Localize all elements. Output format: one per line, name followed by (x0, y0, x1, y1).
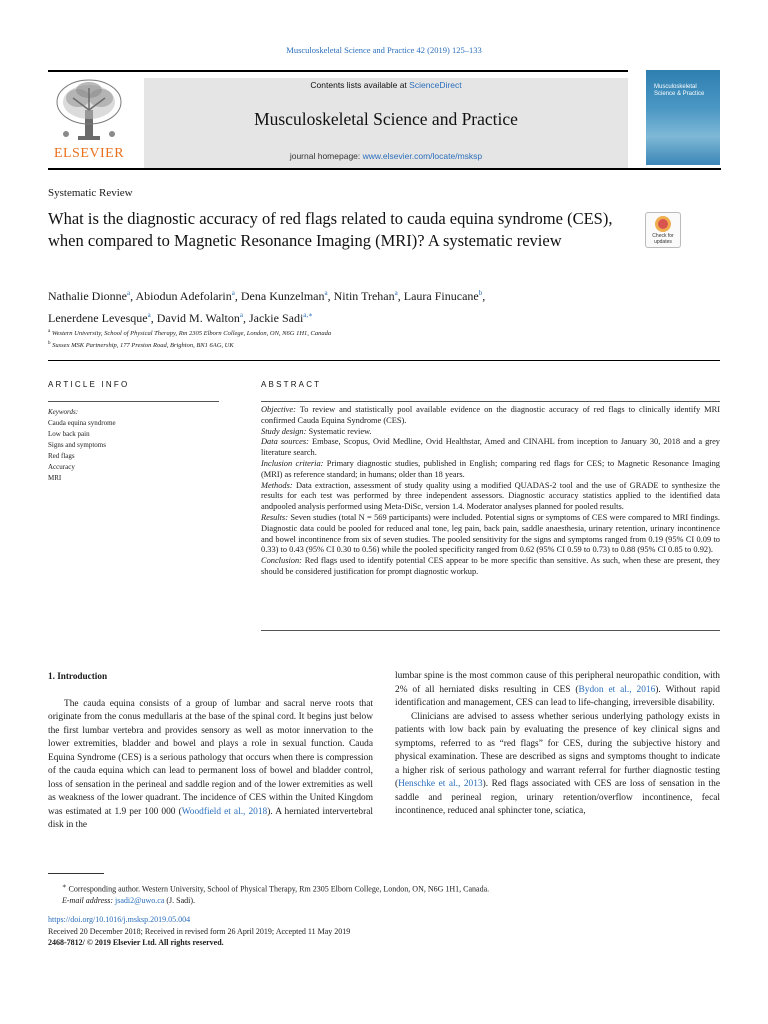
section-divider (48, 360, 720, 361)
homepage-line: journal homepage: www.elsevier.com/locate/msksp (289, 151, 483, 161)
sciencedirect-link[interactable]: ScienceDirect (409, 80, 462, 90)
email-link[interactable]: jsadi2@uwo.ca (115, 896, 165, 906)
article-type: Systematic Review (48, 187, 133, 199)
author[interactable]: Laura Finucane$^b$ (403, 289, 483, 303)
abstract-rule (261, 401, 720, 402)
affiliation: $^b$ Sussex MSK Partnership, 177 Preston Road, Brighton, BN1 6AG, UK (48, 341, 234, 350)
author[interactable]: Jackie Sadi$^{a,∗}$ (248, 311, 313, 325)
abstract-results: Results: Seven studies (total N = 569 participants) were included. Potential signs or symptoms of CES were compared to MRI findings. Diagnostic data could be pooled for reduced anal tone, leg pain, back pain, saddle anaesthesia, urinary retention, urinary incontinence and bowel incontinence from six of seven studies. The pooled sensitivity for the signs and symptoms ranged from 0.19 (95% CI 0.09 to 0.33) to 0.43 (95% CI 0.30 to 0.56) while the pooled specificity ranged from 0.62 (95% CI 0.59 to 0.73) to 0.88 (95% CI 0.85 to 0.92). (261, 512, 721, 555)
abstract-body (261, 405, 720, 578)
journal-name: Musculoskeletal Science and Practice (254, 109, 518, 129)
corresponding-author-footnote: ∗ Corresponding author. Western University, School of Physical Therapy, Rm 2305 Elborn College, London, ON, N6G 1H1, Canada. E-mail address: jsadi2@uwo.ca (J. Sadi). (62, 883, 490, 906)
citation-link[interactable]: Woodfield et al., 2018 (181, 806, 268, 817)
author[interactable]: Nathalie Dionne$^a$ (48, 289, 131, 303)
abstract-end-rule (261, 630, 720, 631)
footnote-rule (48, 873, 104, 874)
check-for-updates-badge[interactable] (645, 212, 681, 248)
elsevier-logo[interactable] (48, 76, 130, 168)
journal-cover-image[interactable] (646, 70, 720, 165)
abstract-inclusion-criteria: Inclusion criteria: Primary diagnostic studies, published in English; comparing red flags for CES; to Magnetic Resonance Imaging (MRI) as reference standard; in humans; older than 18 years. (261, 458, 720, 479)
citation-link[interactable]: Henschke et al., 2013 (398, 779, 483, 789)
check-updates-icon (655, 216, 671, 232)
keyword: Cauda equina syndrome (48, 419, 116, 427)
copyright: 2468-7812/ © 2019 Elsevier Ltd. All rights reserved. (48, 938, 224, 947)
keyword: Signs and symptoms (48, 441, 106, 449)
journal-banner (144, 78, 628, 168)
author[interactable]: Dena Kunzelman$^a$ (240, 289, 328, 303)
abstract-data-sources: Data sources: Embase, Scopus, Ovid Medline, Ovid Healthstar, Amed and CINAHL from inception to January 30, 2018 and a grey literature search. (261, 437, 720, 458)
doi-link[interactable]: https://doi.org/10.1016/j.msksp.2019.05.004 (48, 915, 191, 924)
abstract-heading: ABSTRACT (261, 380, 322, 389)
homepage-link[interactable]: www.elsevier.com/locate/msksp (362, 151, 483, 161)
article-info-rule (48, 401, 219, 402)
citation-link[interactable]: Bydon et al., 2016 (578, 684, 656, 695)
keyword: Low back pain (48, 430, 90, 438)
body-column-left (48, 670, 373, 833)
keywords-label: Keywords: (48, 408, 79, 416)
author[interactable]: Lenerdene Levesque$^a$ (48, 311, 151, 325)
keyword: Accuracy (48, 463, 75, 471)
abstract-methods: Methods: Data extraction, assessment of study quality using a modified QUADAS-2 tool and the use of GRADE to synthesize the results for each test was performed by three independent assessors. Diagnostic accuracy statistics applied to the identified data andpooled analysis performed using Meta-DiSc, version 1.4. Moderator analyses planned for pooled results. (261, 480, 720, 512)
abstract-conclusion: Conclusion: Red flags used to identify potential CES appear to be more specific than sensitive. As such, when these are present, they should be considered justification for prompt diagnostic workup. (261, 556, 720, 576)
contents-line: Contents lists available at ScienceDirect (310, 80, 462, 90)
publisher-name: ELSEVIER (53, 146, 125, 161)
paragraph: Clinicians are advised to assess whether serious underlying pathology exists in patients with low back pain by evaluating the presence of key clinical signs and symptoms, referred to as “red flags” for CES, during the subjective history and physical examination. These are described as signs and symptoms thought to indicate a higher risk of serious pathology and warrant referral for further diagnostic testing (Henschke et al., 2013). Red flags associated with CES are loss of sensation in the saddle and perineal region, urinary retention/overflow incontinence, fecal incontinence, reduced anal sphincter tone, sciatica, (395, 711, 721, 816)
tree-icon (48, 76, 130, 148)
affiliation: $^a$ Western University, School of Physical Therapy, Rm 2305 Elborn College, London, ON, N6G 1H1, Canada (48, 329, 332, 338)
article-title: What is the diagnostic accuracy of red flags related to cauda equina syndrome (CES), when compared to Magnetic Resonance Imaging (MRI)? A systematic review (48, 209, 613, 250)
author[interactable]: Abiodun Adefolarin$^a$ (135, 289, 235, 303)
author-list: Nathalie Dionne$^a$, Abiodun Adefolarin$^a$, Dena Kunzelman$^a$, Nitin Trehan$^a$, Laura Finucane$^b$, Lenerdene Levesque$^a$, David M. Walton$^a$, Jackie Sadi$^{a,∗}$ (48, 289, 486, 325)
journal-header (48, 70, 721, 170)
abstract-study-design: Study design: Systematic review. (261, 426, 372, 436)
keywords-block (48, 407, 116, 484)
received-dates: Received 20 December 2018; Received in revised form 26 April 2019; Accepted 11 May 2019 (48, 926, 351, 936)
article-info-heading: ARTICLE INFO (48, 380, 130, 389)
article-meta-footer (48, 914, 350, 949)
abstract-objective: Objective: To review and statistically pool available evidence on the diagnostic accuracy of red flags to clinically identify MRI confirmed Cauda Equina Syndrome (CES). (261, 405, 721, 425)
journal-reference[interactable]: Musculoskeletal Science and Practice 42 (2019) 125–133 (286, 45, 482, 55)
keyword: MRI (48, 474, 62, 482)
keyword: Red flags (48, 452, 75, 460)
author[interactable]: David M. Walton$^a$ (156, 311, 243, 325)
body-column-right (395, 670, 720, 819)
header-top-rule (48, 70, 628, 72)
header-bottom-rule (48, 168, 721, 170)
author[interactable]: Nitin Trehan$^a$ (333, 289, 398, 303)
badge-text: Check for updates (652, 233, 674, 245)
cover-title: Musculoskeletal Science & Practice (654, 84, 705, 97)
paragraph: The cauda equina consists of a group of lumbar and sacral nerve roots that originate from the conus medullaris at the base of the spinal cord. It begins just below the first lumbar vertebra and provides sensory as well as motor innervation to the lower extremities, bladder and bowel and plays a role in sexual function. Cauda Equina Syndrome (CES) is a serious pathology that occurs when there is compression of the cauda equina which can lead to permanent loss of bowel and bladder control, loss of sensation in the perineal and saddle region and of the lower extremities as well as weakness of the lower quadrant. The incidence of CES within the United Kingdom was estimated at 1.9 per 100 000 (Woodfield et al., 2018). A herniated intervertebral disk in the (48, 698, 373, 830)
affiliations (48, 327, 331, 351)
section-heading: 1. Introduction (48, 671, 108, 681)
paragraph: lumbar spine is the most common cause of this peripheral neuropathic condition, with 2% of all herniated disks resulting in CES (Bydon et al., 2016). Without rapid identification and management, CES can lead to life-changing, irreversible disability. (395, 671, 720, 708)
